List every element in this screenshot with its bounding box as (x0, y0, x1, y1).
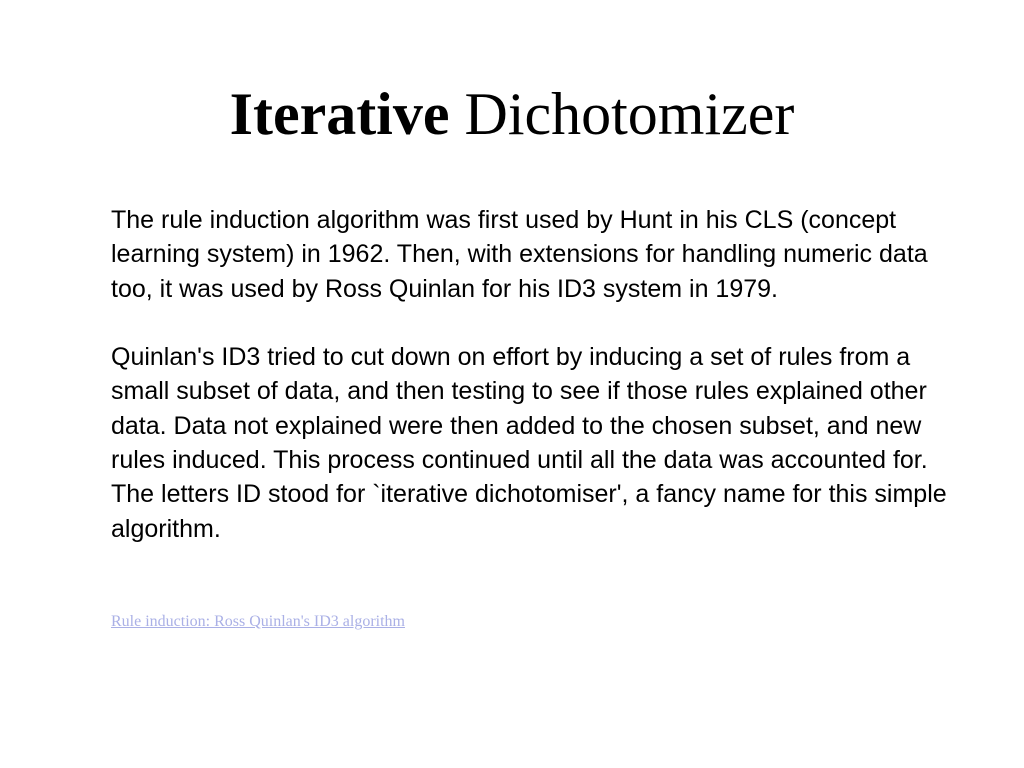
body-paragraph-2: Quinlan's ID3 tried to cut down on effort by inducing a set of rules from a small subset of data, and then testing to see if those rules explained other data. Data not explained were then added to the chosen subset, and new rules induced. This process continued until all the data was accounted for. The letters ID stood for `iterative dichotomiser', a fancy name for this simple algorithm. (111, 343, 947, 543)
rule-induction-link[interactable]: Rule induction: Ross Quinlan's ID3 algorithm (111, 613, 405, 630)
slide-title-rest: Dichotomizer (449, 81, 795, 147)
slide-body (111, 203, 971, 546)
slide-title (0, 78, 1024, 150)
slide-title-bold: Iterative (229, 81, 450, 147)
body-paragraph-1: The rule induction algorithm was first used by Hunt in his CLS (concept learning system) in 1962. Then, with extensions for handling numeric data too, it was used by Ross Quinlan for his ID3 system in 1979. (111, 206, 928, 303)
